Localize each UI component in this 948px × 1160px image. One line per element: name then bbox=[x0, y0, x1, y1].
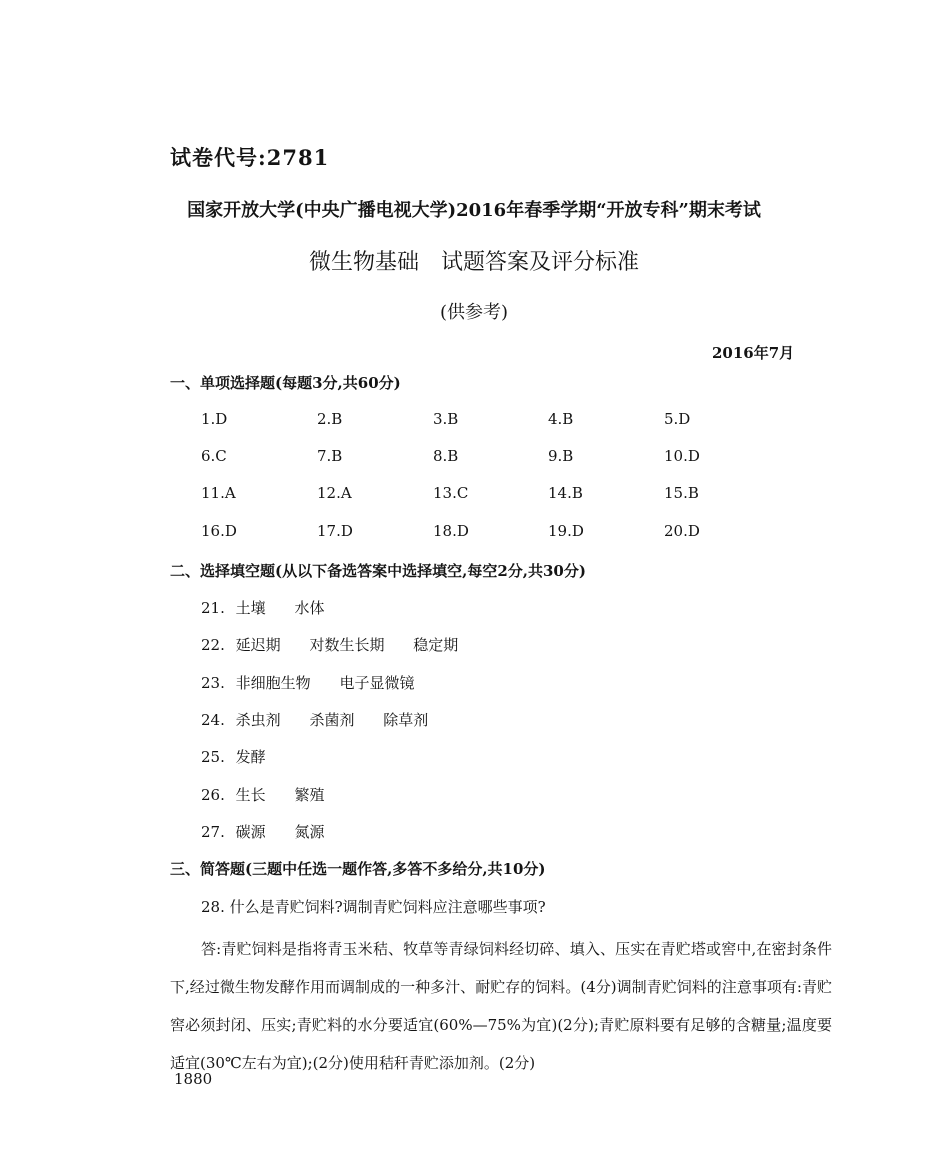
fill-item bbox=[201, 784, 324, 805]
reference-note: (供参考) bbox=[439, 302, 509, 323]
answer-cell: 8.B bbox=[433, 447, 459, 465]
answer-cell: 18.D bbox=[433, 522, 469, 540]
paper-code: 试卷代号:2781 bbox=[170, 145, 330, 170]
fill-answer: 生长 bbox=[235, 786, 266, 804]
item-number: 27. bbox=[201, 823, 225, 841]
item-number: 25. bbox=[201, 748, 225, 766]
answer-cell: 16.D bbox=[201, 522, 237, 540]
answer-cell: 10.D bbox=[664, 447, 700, 465]
section2-heading: 二、选择填空题(从以下备选答案中选择填空,每空2分,共30分) bbox=[170, 562, 586, 580]
section1-heading: 一、单项选择题(每题3分,共60分) bbox=[170, 374, 401, 392]
fill-item bbox=[201, 672, 414, 693]
answer-cell: 20.D bbox=[664, 522, 700, 540]
fill-item bbox=[201, 709, 428, 730]
fill-answer: 延迟期 bbox=[235, 636, 281, 654]
fill-answer: 土壤 bbox=[235, 599, 266, 617]
section3-heading: 三、简答题(三题中任选一题作答,多答不多给分,共10分) bbox=[170, 860, 546, 878]
fill-answer: 非细胞生物 bbox=[235, 674, 311, 692]
fill-answer: 水体 bbox=[294, 599, 325, 617]
answer-cell: 14.B bbox=[548, 484, 583, 502]
page-number: 1880 bbox=[174, 1070, 213, 1088]
answer-cell: 1.D bbox=[201, 410, 228, 428]
answer-cell: 4.B bbox=[548, 410, 574, 428]
subject-title: 微生物基础 试题答案及评分标准 bbox=[308, 250, 639, 275]
item-number: 22. bbox=[201, 636, 225, 654]
answer-cell: 9.B bbox=[548, 447, 574, 465]
answer-cell: 7.B bbox=[317, 447, 343, 465]
exam-title: 国家开放大学(中央广播电视大学)2016年春季学期“开放专科”期末考试 bbox=[187, 200, 761, 221]
fill-answer: 除草剂 bbox=[383, 711, 429, 729]
answer-cell: 11.A bbox=[201, 484, 236, 502]
fill-answer: 繁殖 bbox=[294, 786, 325, 804]
answer-cell: 19.D bbox=[548, 522, 584, 540]
fill-answer: 稳定期 bbox=[413, 636, 459, 654]
question-28: 28. 什么是青贮饲料?调制青贮饲料应注意哪些事项? bbox=[201, 898, 546, 916]
item-number: 24. bbox=[201, 711, 225, 729]
answer-cell: 13.C bbox=[433, 484, 469, 502]
answer-cell: 6.C bbox=[201, 447, 227, 465]
answer-cell: 5.D bbox=[664, 410, 691, 428]
fill-item bbox=[201, 597, 324, 618]
exam-date: 2016年7月 bbox=[712, 344, 795, 362]
answer-cell: 2.B bbox=[317, 410, 343, 428]
answer-cell: 17.D bbox=[317, 522, 353, 540]
fill-answer: 碳源 bbox=[235, 823, 266, 841]
answer-cell: 3.B bbox=[433, 410, 459, 428]
answer-paragraph: 答:青贮饲料是指将青玉米秸、牧草等青绿饲料经切碎、填入、压实在青贮塔或窖中,在密封条件下,经过微生物发酵作用而调制成的一种多汁、耐贮存的饲料。(4分)调制青贮饲料的注意事项有:青贮窖必须封闭、压实;青贮料的水分要适宜(60%—75%为宜)(2分);青贮原料要有足够的含糖量;温度要适宜(30℃左右为宜);(2分)使用秸秆青贮添加剂。(2分) bbox=[170, 940, 832, 1072]
item-number: 21. bbox=[201, 599, 225, 617]
fill-answer: 氮源 bbox=[294, 823, 325, 841]
fill-answer: 电子显微镜 bbox=[339, 674, 415, 692]
fill-answer: 对数生长期 bbox=[309, 636, 385, 654]
fill-item bbox=[201, 746, 266, 767]
item-number: 23. bbox=[201, 674, 225, 692]
item-number: 26. bbox=[201, 786, 225, 804]
answer-cell: 15.B bbox=[664, 484, 699, 502]
fill-answer: 杀菌剂 bbox=[309, 711, 355, 729]
fill-item bbox=[201, 821, 324, 842]
answer-cell: 12.A bbox=[317, 484, 352, 502]
fill-item bbox=[201, 634, 458, 655]
fill-answer: 杀虫剂 bbox=[235, 711, 281, 729]
fill-answer: 发酵 bbox=[235, 748, 266, 766]
